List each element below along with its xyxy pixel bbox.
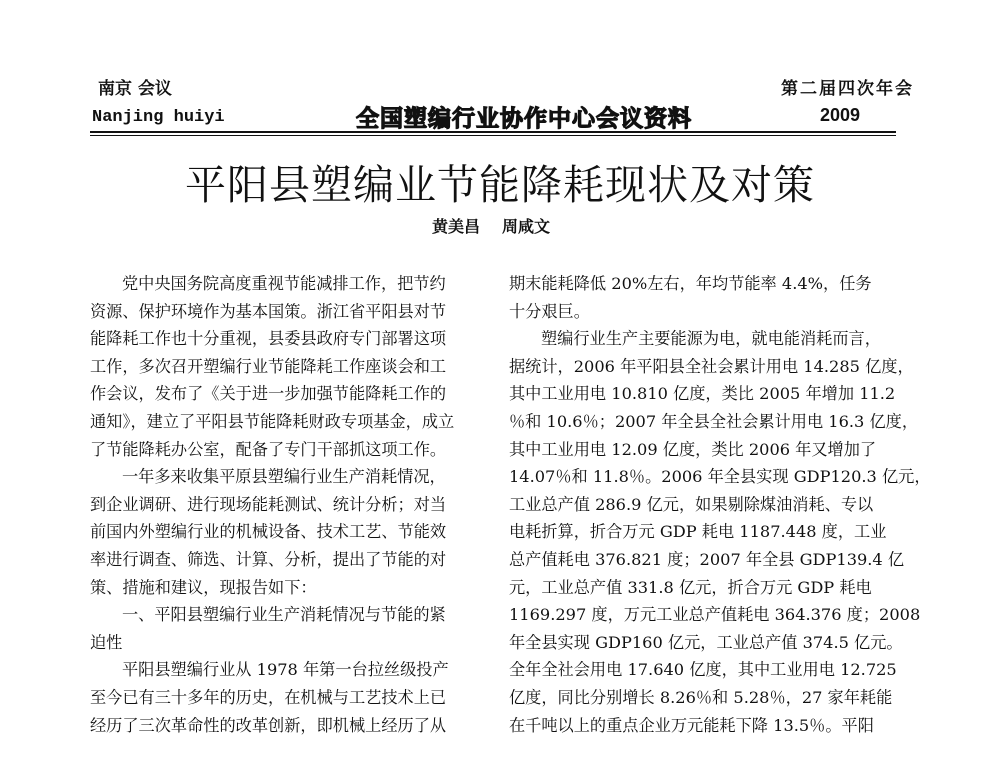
text-line: 平阳县塑编行业从 1978 年第一台拉丝级投产 bbox=[122, 660, 449, 680]
text-line: 在千吨以上的重点企业万元能耗下降 13.5％。平阳 bbox=[509, 715, 874, 735]
text-line: 率进行调查、筛选、计算、分析，提出了节能的对 bbox=[90, 549, 447, 569]
text-line: 前国内外塑编行业的机械设备、技术工艺、节能效 bbox=[90, 522, 447, 542]
text-line: 工业总产值 286.9 亿元，如果剔除煤油消耗、专以 bbox=[509, 494, 874, 514]
text-line: 期末能耗降低 20%左右，年均节能率 4.4%，任务 bbox=[509, 274, 872, 293]
text-line: 一年多来收集平原县塑编行业生产消耗情况， bbox=[122, 467, 446, 487]
text-line: 塑编行业生产主要能源为电，就电能消耗而言， bbox=[541, 329, 881, 349]
text-line: 十分艰巨。 bbox=[509, 301, 590, 321]
header-left-bottom: Nanjing huiyi bbox=[92, 108, 225, 127]
text-line: 至今已有三十多年的历史，在机械与工艺技术上已 bbox=[90, 687, 447, 707]
header-left-top: 南京 会议 bbox=[98, 79, 172, 99]
header-rule bbox=[90, 131, 896, 133]
text-line: 迫性 bbox=[90, 632, 123, 652]
header-rule-thin bbox=[90, 135, 896, 136]
text-line: 通知》，建立了平阳县节能降耗财政专项基金，成立 bbox=[90, 411, 455, 431]
text-line: 党中央国务院高度重视节能减排工作，把节约 bbox=[122, 274, 446, 293]
text-line: 全年全社会用电 17.640 亿度，其中工业用电 12.725 bbox=[509, 660, 897, 680]
text-line: 策、措施和建议，现报告如下： bbox=[90, 577, 317, 597]
header-right-bottom: 2009 bbox=[819, 105, 860, 125]
author-1: 黄美昌 bbox=[432, 217, 481, 236]
text-line: 作会议，发布了《关于进一步加强节能降耗工作的 bbox=[90, 384, 447, 404]
text-line: 能降耗工作也十分重视，县委县政府专门部署这项 bbox=[90, 329, 447, 349]
text-line: 电耗折算，折合万元 GDP 耗电 1187.448 度，工业 bbox=[509, 522, 887, 542]
text-line: ％和 10.6％；2007 年全县全社会累计用电 16.3 亿度， bbox=[509, 411, 919, 431]
author-2: 周咸文 bbox=[502, 217, 551, 236]
text-line: 其中工业用电 10.810 亿度，类比 2005 年增加 11.2 bbox=[509, 384, 896, 404]
text-line: 其中工业用电 12.09 亿度，类比 2006 年又增加了 bbox=[509, 439, 877, 459]
left-column bbox=[90, 270, 490, 739]
header-right-top: 第二届四次年会 bbox=[781, 79, 914, 99]
text-line: 工作，多次召开塑编行业节能降耗工作座谈会和工 bbox=[90, 356, 447, 376]
text-line: 总产值耗电 376.821 度；2007 年全县 GDP139.4 亿 bbox=[509, 549, 905, 569]
text-line: 亿度，同比分别增长 8.26％和 5.28％，27 家年耗能 bbox=[509, 687, 893, 707]
paper-title: 平阳县塑编业节能降耗现状及对策 bbox=[185, 161, 815, 209]
text-line: 经历了三次革命性的改革创新，即机械上经历了从 bbox=[90, 715, 447, 735]
header-center-title: 全国塑编行业协作中心会议资料 bbox=[356, 106, 692, 132]
text-line: 据统计，2006 年平阳县全社会累计用电 14.285 亿度， bbox=[509, 356, 914, 376]
text-line: 年全县实现 GDP160 亿元，工业总产值 374.5 亿元。 bbox=[509, 632, 903, 652]
text-line: 14.07％和 11.8％。2006 年全县实现 GDP120.3 亿元， bbox=[509, 467, 931, 487]
text-line: 元，工业总产值 331.8 亿元，折合万元 GDP 耗电 bbox=[509, 577, 872, 597]
authors bbox=[432, 214, 572, 237]
text-line: 了节能降耗办公室，配备了专门干部抓这项工作。 bbox=[90, 439, 447, 459]
right-column bbox=[509, 270, 931, 739]
text-line: 资源、保护环境作为基本国策。浙江省平阳县对节 bbox=[90, 301, 447, 321]
text-line: 一、平阳县塑编行业生产消耗情况与节能的紧 bbox=[122, 605, 446, 625]
text-line: 1169.297 度，万元工业总产值耗电 364.376 度；2008 bbox=[509, 605, 921, 625]
text-line: 到企业调研、进行现场能耗测试、统计分析；对当 bbox=[90, 494, 447, 514]
